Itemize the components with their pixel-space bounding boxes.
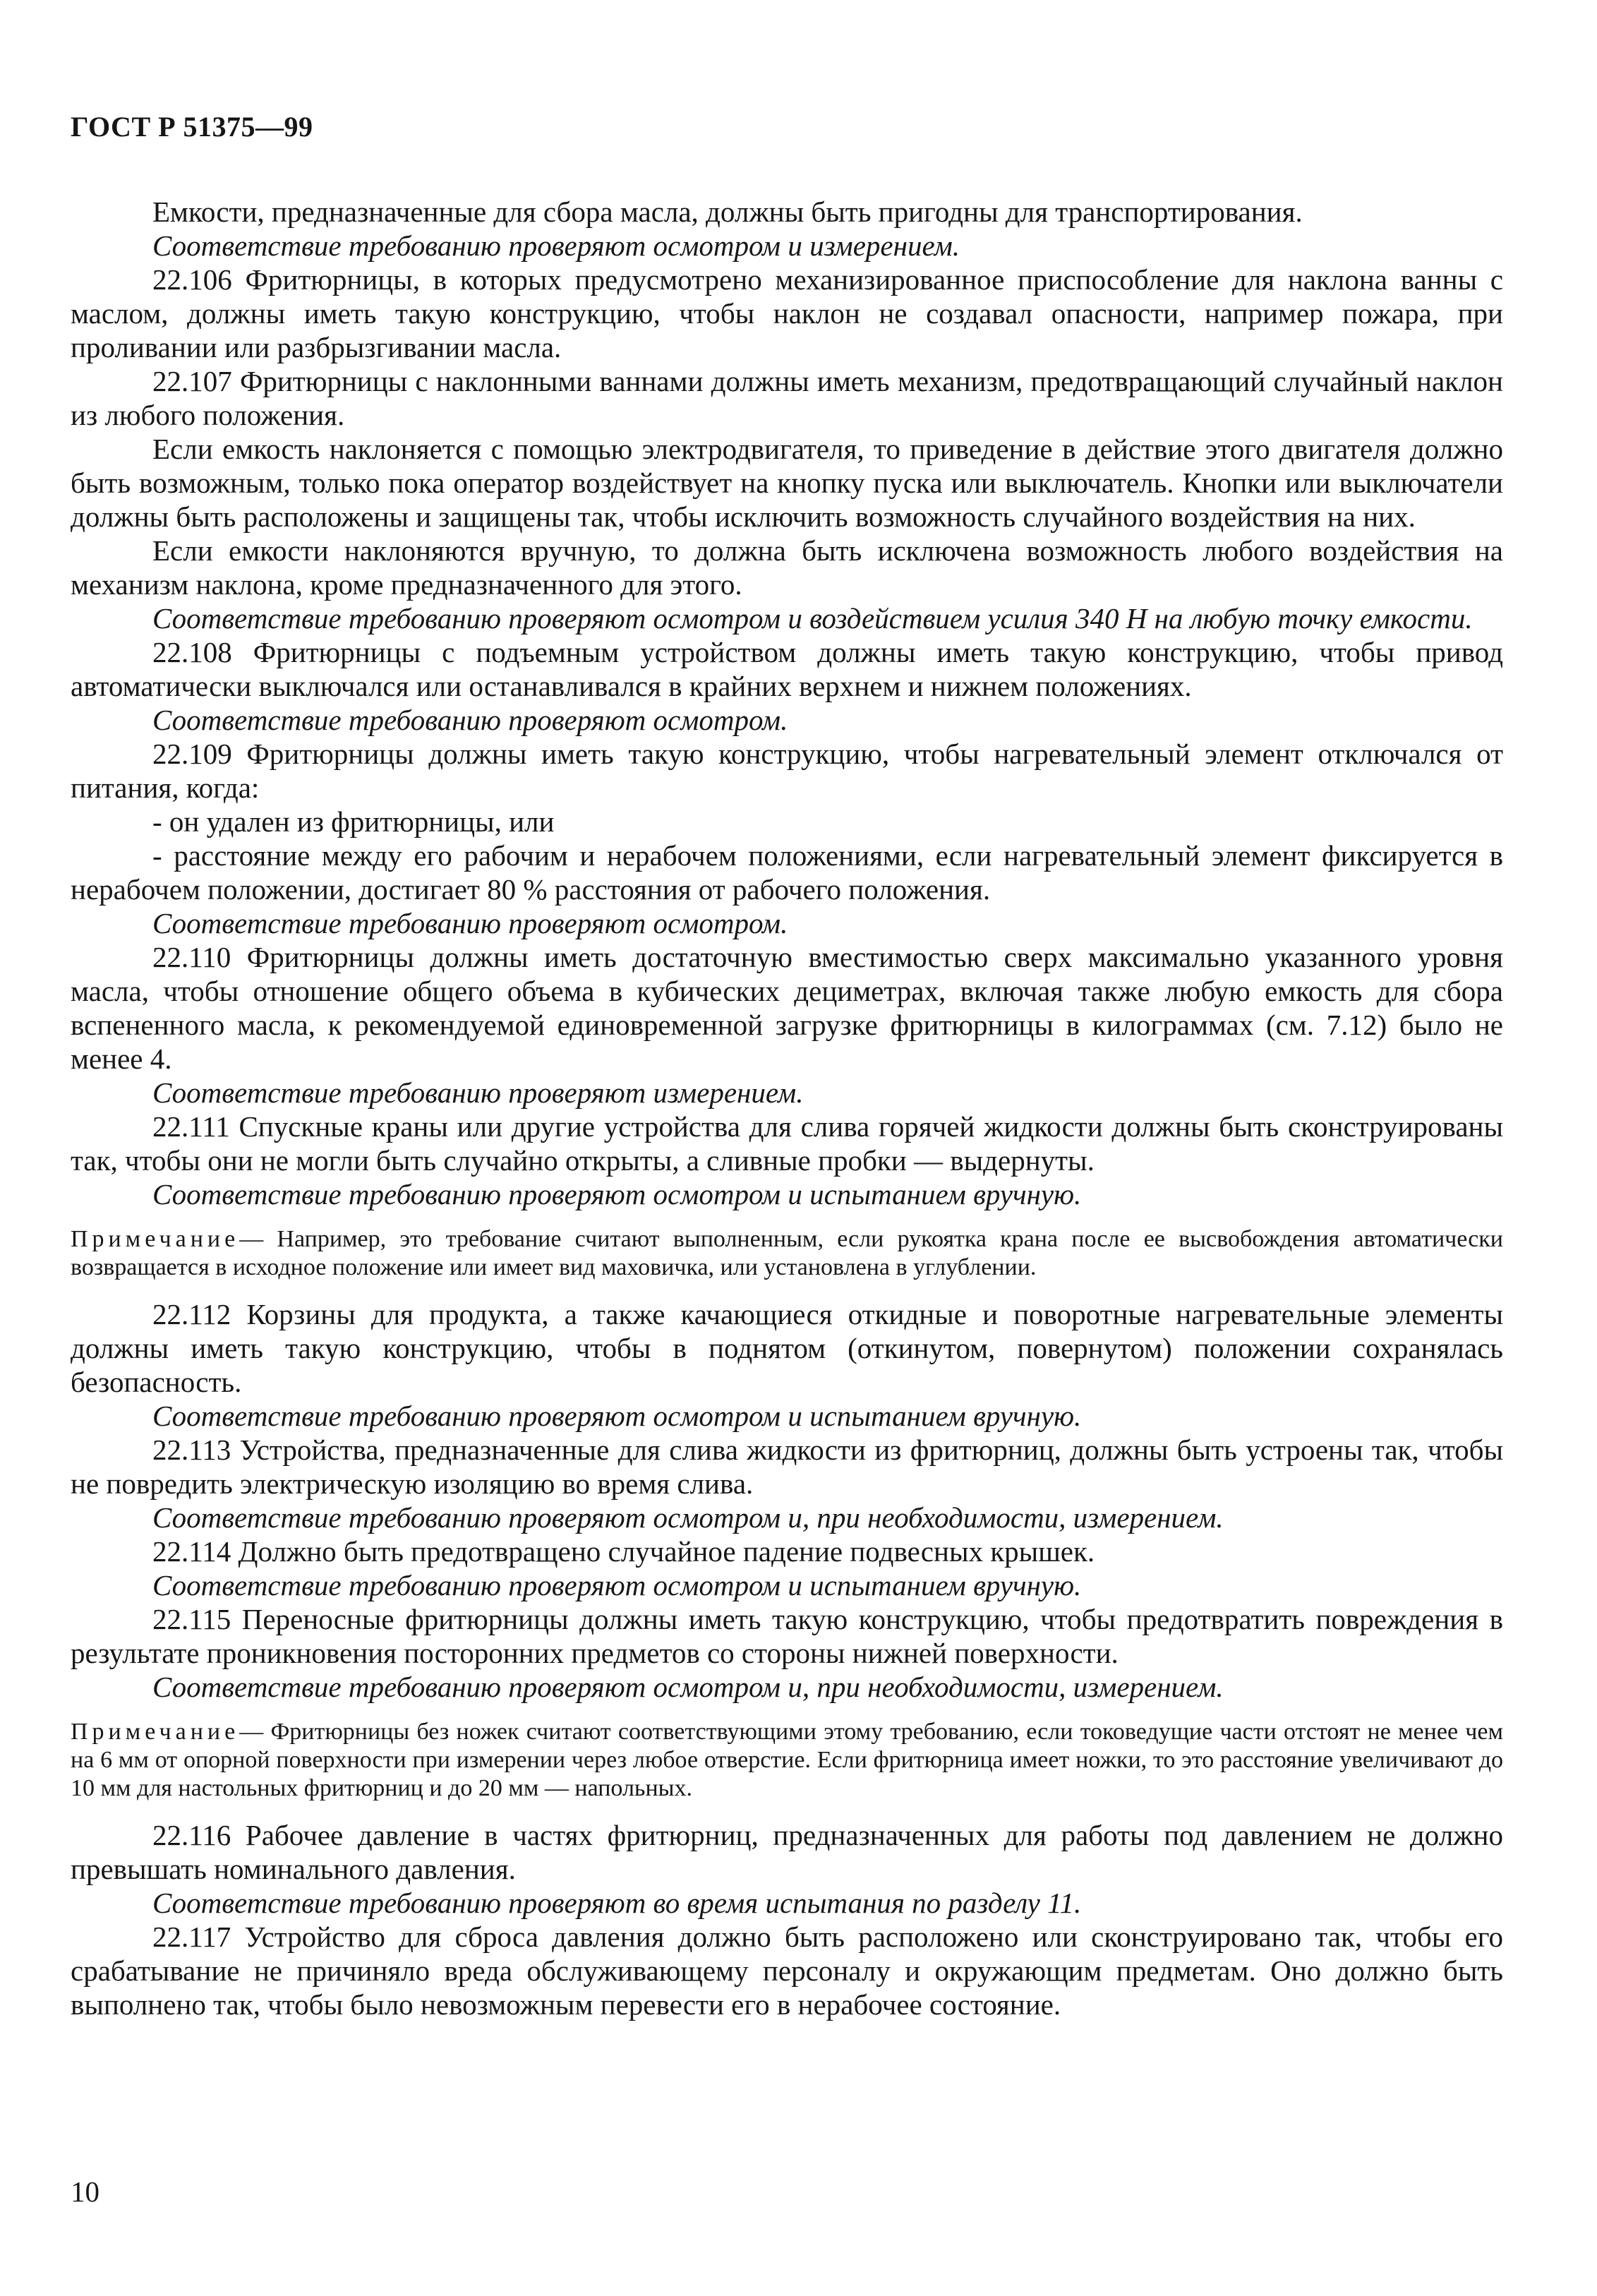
compliance-check: Соответствие требованию проверяют измерением. <box>152 1076 804 1109</box>
compliance-check: Соответствие требованию проверяют осмотром. <box>152 907 788 939</box>
compliance-check: Соответствие требованию проверяют осмотром и воздействием усилия 340 Н на любую точку емкости. <box>152 602 1473 635</box>
clause-22-117: 22.117 Устройство для сброса давления должно быть расположено или сконструировано так, чтобы его срабатывание не причиняло вреда обслуживающему персоналу и окружающим предметам. Оно должно быть выполнено так, чтобы было невозможным перевести его в нерабочее состояние. <box>71 1921 1503 2021</box>
compliance-check: Соответствие требованию проверяют осмотром. <box>152 704 788 736</box>
note <box>71 1718 1503 1803</box>
clause-22-107: 22.107 Фритюрницы с наклонными ваннами должны иметь механизм, предотвращающий случайный наклон из любого положения. <box>71 365 1503 431</box>
list-item: - он удален из фритюрницы, или <box>152 805 555 838</box>
document-body <box>71 195 1503 2021</box>
clause-22-114: 22.114 Должно быть предотвращено случайное падение подвесных крышек. <box>152 1535 1095 1568</box>
compliance-check: Соответствие требованию проверяют осмотром и испытанием вручную. <box>152 1400 1082 1432</box>
clause-22-115: 22.115 Переносные фритюрницы должны иметь такую конструкцию, чтобы предотвратить повреждения в результате проникновения посторонних предметов со стороны нижней поверхности. <box>71 1603 1503 1669</box>
compliance-check: Соответствие требованию проверяют во время испытания по разделу 11. <box>152 1887 1082 1919</box>
paragraph: Емкости, предназначенные для сбора масла, должны быть пригодны для транспортирования. <box>152 196 1303 228</box>
note-label: Примечание <box>71 1719 240 1745</box>
clause-22-113: 22.113 Устройства, предназначенные для слива жидкости из фритюрниц, должны быть устроены так, чтобы не повредить электрическую изоляцию во время слива. <box>71 1434 1503 1500</box>
paragraph: Если емкость наклоняется с помощью электродвигателя, то приведение в действие этого двигателя должно быть возможным, только пока оператор воздействует на кнопку пуска или выключатель. Кнопки или выключатели должны быть расположены и защищены так, чтобы исключить возможность случайного воздействия на них. <box>71 433 1503 533</box>
compliance-check: Соответствие требованию проверяют осмотром и испытанием вручную. <box>152 1178 1082 1210</box>
compliance-check: Соответствие требованию проверяют осмотром и испытанием вручную. <box>152 1569 1082 1601</box>
note-label: Примечание <box>71 1226 240 1252</box>
note-text: — Фритюрницы без ножек считают соответствующими этому требованию, если токоведущие части отстоят не менее чем на 6 мм от опорной поверхности при измерении через любое отверстие. Если фритюрница имеет ножки, то это расстояние увеличивают до 10 мм для настольных фритюрниц и до 20 мм — напольных. <box>71 1719 1503 1801</box>
clause-22-112: 22.112 Корзины для продукта, а также качающиеся откидные и поворотные нагревательные элементы должны иметь такую конструкцию, чтобы в поднятом (откинутом, повернутом) положении сохранялась безопасность. <box>71 1298 1503 1398</box>
compliance-check: Соответствие требованию проверяют осмотром и, при необходимости, измерением. <box>152 1501 1224 1534</box>
clause-22-109: 22.109 Фритюрницы должны иметь такую конструкцию, чтобы нагревательный элемент отключался от питания, когда: <box>71 738 1503 804</box>
list-item: - расстояние между его рабочим и нерабочем положениями, если нагревательный элемент фиксируется в нерабочем положении, достигает 80 % расстояния от рабочего положения. <box>71 839 1503 906</box>
paragraph: Если емкости наклоняются вручную, то должна быть исключена возможность любого воздействия на механизм наклона, кроме предназначенного для этого. <box>71 534 1503 601</box>
page-number: 10 <box>71 2175 100 2208</box>
standard-header: ГОСТ Р 51375—99 <box>71 111 313 143</box>
clause-22-116: 22.116 Рабочее давление в частях фритюрниц, предназначенных для работы под давлением не должно превышать номинального давления. <box>71 1819 1503 1885</box>
compliance-check: Соответствие требованию проверяют осмотром и измерением. <box>152 229 960 262</box>
clause-22-106: 22.106 Фритюрницы, в которых предусмотрено механизированное приспособление для наклона ванны с маслом, должны иметь такую конструкцию, чтобы наклон не создавал опасности, например пожара, при проливании или разбрызгивании масла. <box>71 263 1503 363</box>
clause-22-110: 22.110 Фритюрницы должны иметь достаточную вместимостью сверх максимально указанного уровня масла, чтобы отношение общего объема в кубических дециметрах, включая также любую емкость для сбора вспененного масла, к рекомендуемой единовременной загрузке фритюрницы в килограммах (см. 7.12) было не менее 4. <box>71 941 1503 1075</box>
clause-22-111: 22.111 Спускные краны или другие устройства для слива горячей жидкости должны быть сконструированы так, чтобы они не могли быть случайно открыты, а сливные пробки — выдернуты. <box>71 1110 1503 1177</box>
compliance-check: Соответствие требованию проверяют осмотром и, при необходимости, измерением. <box>152 1671 1224 1703</box>
note-text: — Например, это требование считают выполненным, если рукоятка крана после ее высвобождения автоматически возвращается в исходное положение или имеет вид маховичка, или установлена в углублении. <box>71 1226 1503 1280</box>
note <box>71 1225 1503 1282</box>
clause-22-108: 22.108 Фритюрницы с подъемным устройством должны иметь такую конструкцию, чтобы привод автоматически выключался или останавливался в крайних верхнем и нижнем положениях. <box>71 636 1503 702</box>
